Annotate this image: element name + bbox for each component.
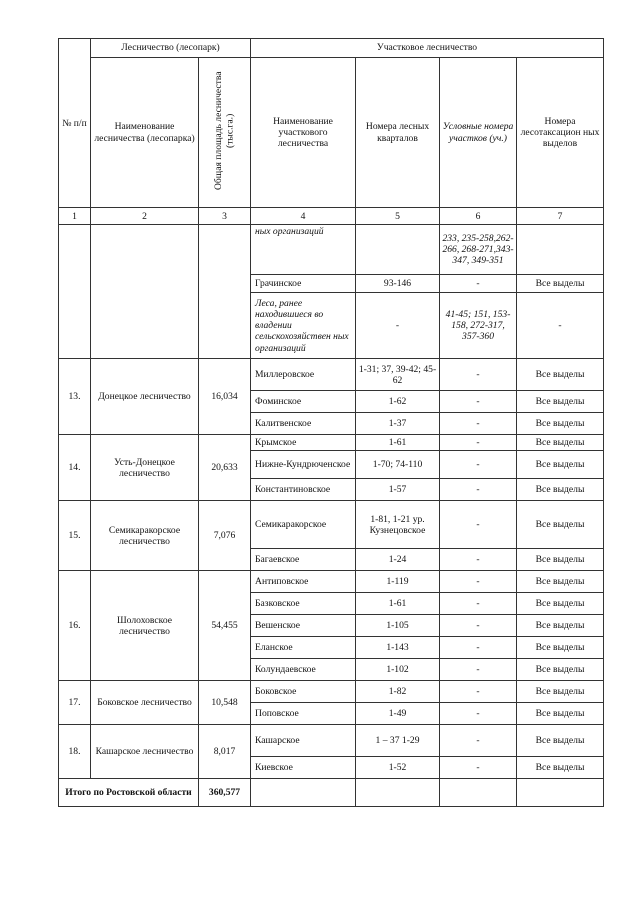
sections-cell: - xyxy=(517,293,604,359)
continued-area-cell xyxy=(199,225,251,359)
plots-cell: - xyxy=(440,757,517,779)
plots-cell: - xyxy=(440,451,517,479)
quarters-cell: 1-102 xyxy=(356,659,440,681)
total-area: 360,577 xyxy=(199,779,251,807)
district-name: Калитвенское xyxy=(251,413,356,435)
district-name: Киевское xyxy=(251,757,356,779)
quarters-cell: 1-81, 1-21 ур. Кузнецовское xyxy=(356,501,440,549)
forestry-area: 7,076 xyxy=(199,501,251,571)
forestry-name: Донецкое лесничество xyxy=(91,359,199,435)
col-number: 6 xyxy=(440,208,517,225)
table-row xyxy=(59,359,604,391)
plots-cell: - xyxy=(440,501,517,549)
sections-cell: Все выделы xyxy=(517,593,604,615)
total-empty-cell xyxy=(251,779,356,807)
district-name: Еланское xyxy=(251,637,356,659)
sections-cell: Все выделы xyxy=(517,659,604,681)
plots-cell: - xyxy=(440,275,517,293)
sections-cell: Все выделы xyxy=(517,725,604,757)
header-district-group: Участковое лесничество xyxy=(251,39,604,58)
sections-cell: Все выделы xyxy=(517,757,604,779)
header-total-area xyxy=(199,58,251,208)
quarters-cell: 1-143 xyxy=(356,637,440,659)
plots-cell: - xyxy=(440,413,517,435)
total-empty-cell xyxy=(517,779,604,807)
header-sections: Номера лесотаксацион ных выделов xyxy=(517,58,604,208)
plots-cell: - xyxy=(440,681,517,703)
sections-cell: Все выделы xyxy=(517,391,604,413)
forestry-name: Шолоховское лесничество xyxy=(91,571,199,681)
sections-cell: Все выделы xyxy=(517,479,604,501)
table-row xyxy=(59,681,604,703)
plots-cell: - xyxy=(440,593,517,615)
continued-forestry-cell xyxy=(91,225,199,359)
district-name: Константиновское xyxy=(251,479,356,501)
forestry-area: 16,034 xyxy=(199,359,251,435)
forestry-number: 15. xyxy=(59,501,91,571)
col-number: 5 xyxy=(356,208,440,225)
plots-cell: - xyxy=(440,549,517,571)
header-forestry-group: Лесничество (лесопарк) xyxy=(91,39,251,58)
forestry-number: 18. xyxy=(59,725,91,779)
quarters-cell: 1-49 xyxy=(356,703,440,725)
plots-cell: - xyxy=(440,725,517,757)
forestry-number: 14. xyxy=(59,435,91,501)
plots-cell: - xyxy=(440,571,517,593)
sections-cell: Все выделы xyxy=(517,703,604,725)
sections-cell: Все выделы xyxy=(517,275,604,293)
forestry-name: Семикаракорское лесничество xyxy=(91,501,199,571)
forestry-area: 10,548 xyxy=(199,681,251,725)
forestry-number: 17. xyxy=(59,681,91,725)
col-number: 3 xyxy=(199,208,251,225)
sections-cell: Все выделы xyxy=(517,501,604,549)
quarters-cell: 93-146 xyxy=(356,275,440,293)
sections-cell xyxy=(517,225,604,275)
quarters-cell xyxy=(356,225,440,275)
plots-cell: - xyxy=(440,391,517,413)
district-name: Семикаракорское xyxy=(251,501,356,549)
quarters-cell: 1-52 xyxy=(356,757,440,779)
col-number: 4 xyxy=(251,208,356,225)
quarters-cell: 1-61 xyxy=(356,435,440,451)
continued-num-cell xyxy=(59,225,91,359)
plots-cell: - xyxy=(440,435,517,451)
col-number: 7 xyxy=(517,208,604,225)
quarters-cell: 1 – 37 1-29 xyxy=(356,725,440,757)
quarters-cell: 1-57 xyxy=(356,479,440,501)
plots-cell: - xyxy=(440,703,517,725)
quarters-cell: 1-37 xyxy=(356,413,440,435)
sections-cell: Все выделы xyxy=(517,571,604,593)
col-number: 2 xyxy=(91,208,199,225)
header-forestry-name: Наименование лесничества (лесопарка) xyxy=(91,58,199,208)
table-row xyxy=(59,435,604,451)
district-name: Грачинское xyxy=(251,275,356,293)
plots-cell: - xyxy=(440,479,517,501)
sections-cell: Все выделы xyxy=(517,681,604,703)
forestry-area: 20,633 xyxy=(199,435,251,501)
forestry-name: Кашарское лесничество xyxy=(91,725,199,779)
district-name: Кашарское xyxy=(251,725,356,757)
forestry-area: 54,455 xyxy=(199,571,251,681)
district-name: Колундаевское xyxy=(251,659,356,681)
district-name: Миллеровское xyxy=(251,359,356,391)
table-row xyxy=(59,501,604,549)
sections-cell: Все выделы xyxy=(517,615,604,637)
sections-cell: Все выделы xyxy=(517,359,604,391)
plots-cell: 41-45; 151, 153-158, 272-317, 357-360 xyxy=(440,293,517,359)
district-name: Вешенское xyxy=(251,615,356,637)
forestry-area: 8,017 xyxy=(199,725,251,779)
district-name: Леса, ранее находившиеся во владении сельскохозяйствен ных организаций xyxy=(251,293,356,359)
quarters-cell: 1-31; 37, 39-42; 45-62 xyxy=(356,359,440,391)
district-name: Базковское xyxy=(251,593,356,615)
plots-cell: - xyxy=(440,359,517,391)
district-name: Фоминское xyxy=(251,391,356,413)
sections-cell: Все выделы xyxy=(517,637,604,659)
plots-cell: - xyxy=(440,615,517,637)
district-name: ных организаций xyxy=(251,225,356,275)
quarters-cell: - xyxy=(356,293,440,359)
district-name: Нижне-Кундрюченское xyxy=(251,451,356,479)
total-empty-cell xyxy=(356,779,440,807)
quarters-cell: 1-119 xyxy=(356,571,440,593)
quarters-cell: 1-61 xyxy=(356,593,440,615)
header-total-area-text: Общая площадь лесничества (тыс.га.) xyxy=(213,71,236,191)
header-district-name: Наименование участкового лесничества xyxy=(251,58,356,208)
forestry-name: Боковское лесничество xyxy=(91,681,199,725)
header-num: № п/п xyxy=(59,39,91,208)
quarters-cell: 1-24 xyxy=(356,549,440,571)
district-name: Антиповское xyxy=(251,571,356,593)
total-label: Итого по Ростовской области xyxy=(59,779,199,807)
district-name: Боковское xyxy=(251,681,356,703)
plots-cell: - xyxy=(440,659,517,681)
forestry-number: 16. xyxy=(59,571,91,681)
forestry-table xyxy=(58,38,604,807)
forestry-name: Усть-Донецкое лесничество xyxy=(91,435,199,501)
forestry-number: 13. xyxy=(59,359,91,435)
header-plots: Условные номера участков (уч.) xyxy=(440,58,517,208)
plots-cell: 233, 235-258,262-266, 268-271,343-347, 349-351 xyxy=(440,225,517,275)
quarters-cell: 1-62 xyxy=(356,391,440,413)
total-row xyxy=(59,779,604,807)
district-name: Багаевское xyxy=(251,549,356,571)
sections-cell: Все выделы xyxy=(517,451,604,479)
sections-cell: Все выделы xyxy=(517,435,604,451)
plots-cell: - xyxy=(440,637,517,659)
quarters-cell: 1-70; 74-110 xyxy=(356,451,440,479)
quarters-cell: 1-105 xyxy=(356,615,440,637)
total-empty-cell xyxy=(440,779,517,807)
header-quarters: Номера лесных кварталов xyxy=(356,58,440,208)
col-number: 1 xyxy=(59,208,91,225)
sections-cell: Все выделы xyxy=(517,549,604,571)
quarters-cell: 1-82 xyxy=(356,681,440,703)
table-row xyxy=(59,571,604,593)
district-name: Крымское xyxy=(251,435,356,451)
sections-cell: Все выделы xyxy=(517,413,604,435)
district-name: Поповское xyxy=(251,703,356,725)
table-row xyxy=(59,725,604,757)
